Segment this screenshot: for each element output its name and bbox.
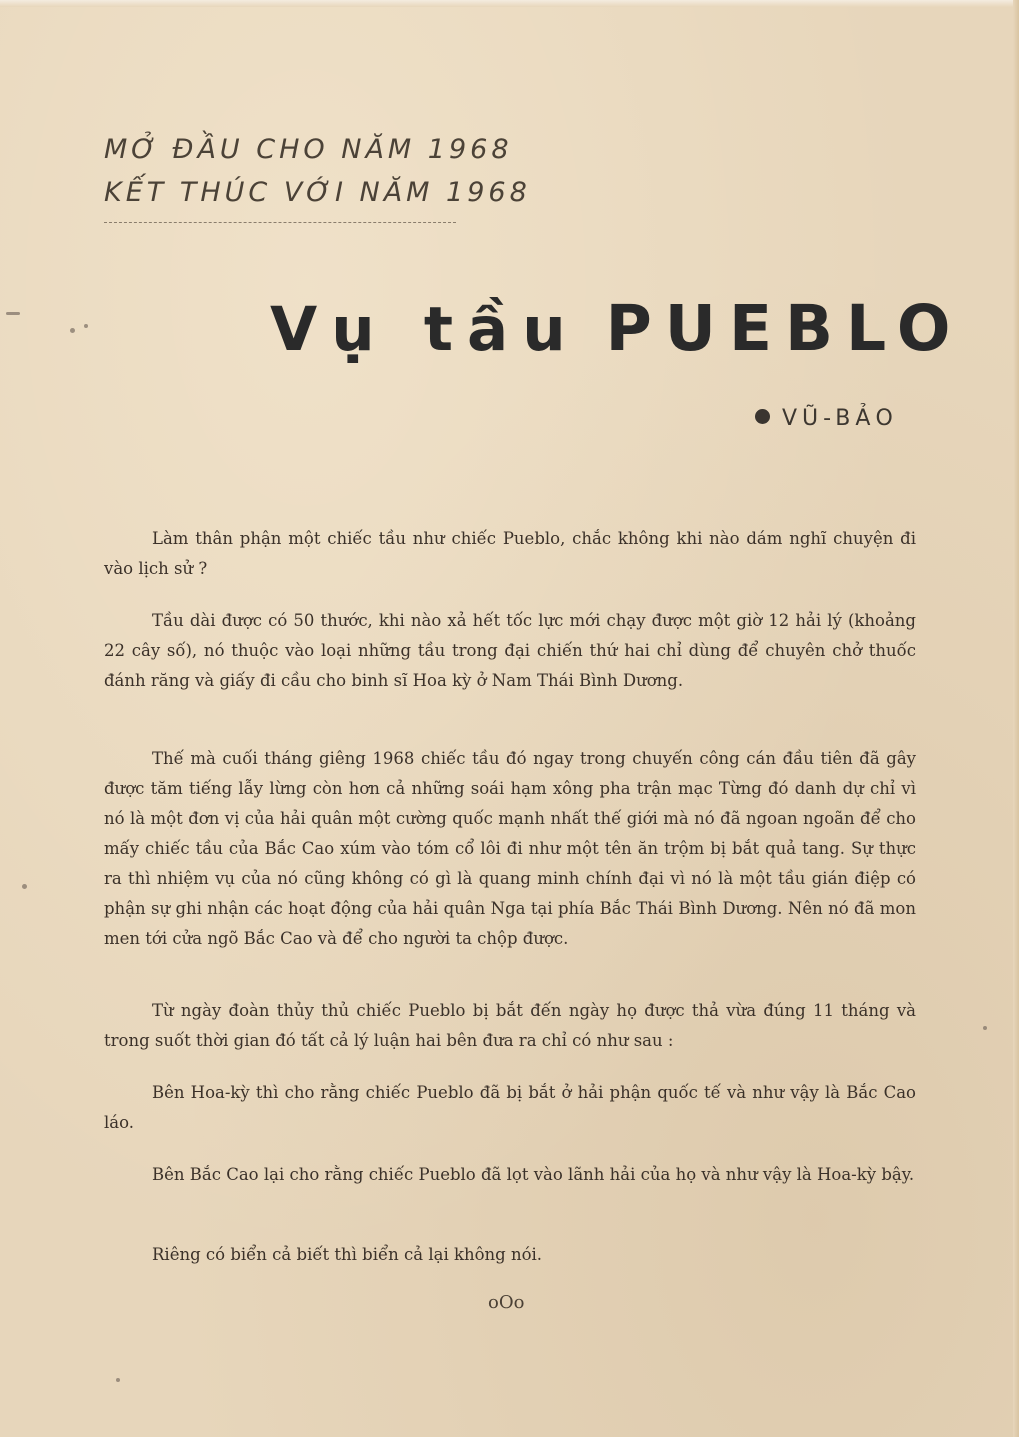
paper-speck (70, 328, 75, 333)
paper-speck (22, 884, 27, 889)
title-part-2: PUEBLO (605, 292, 964, 365)
page-right-edge (1013, 0, 1019, 1437)
paragraph-2: Tầu dài được có 50 thước, khi nào xả hết tốc lực mới chạy được một giờ 12 hải lý (khoảng 22 cây số), nó thuộc vào loại những tầu trong đại chiến thứ hai chỉ dùng để chuyên chở thuốc đánh răng và giấy đi cầu cho binh sĩ Hoa kỳ ở Nam Thái Bình Dương. (104, 611, 916, 690)
bullet-icon (755, 409, 770, 424)
paragraph-7: Riêng có biển cả biết thì biển cả lại không nói. (152, 1245, 543, 1264)
page-top-edge (0, 0, 1019, 7)
paragraph-6: Bên Bắc Cao lại cho rằng chiếc Pueblo đã lọt vào lãnh hải của họ và như vậy là Hoa-kỳ bậy. (152, 1165, 915, 1184)
paragraph-4: Từ ngày đoàn thủy thủ chiếc Pueblo bị bắt đến ngày họ được thả vừa đúng 11 tháng và trong suốt thời gian đó tất cả lý luận hai bên đưa ra chỉ có như sau : (104, 1001, 916, 1050)
kicker-line-2: KẾT THÚC VỚI NĂM 1968 (104, 177, 531, 208)
title-part-1: Vụ tầu (270, 294, 580, 365)
kicker-line-1: MỞ ĐẦU CHO NĂM 1968 (104, 134, 513, 165)
paragraph-1: Làm thân phận một chiếc tầu như chiếc Pueblo, chắc không khi nào dám nghĩ chuyện đi vào lịch sử ? (104, 529, 916, 578)
paragraph-3: Thế mà cuối tháng giêng 1968 chiếc tầu đó ngay trong chuyến công cán đầu tiên đã gây được tăm tiếng lẫy lừng còn hơn cả những soái hạm xông pha trận mạc Từng đó danh dự chỉ vì nó là một đơn vị của hải quân một cường quốc mạnh nhất thế giới mà nó đã ngoan ngoãn để cho mấy chiếc tầu của Bắc Cao xúm vào tóm cổ lôi đi như một tên ăn trộm bị bắt quả tang. Sự thực ra thì nhiệm vụ của nó cũng không có gì là quang minh chính đại vì nó là một tầu gián điệp có phận sự ghi nhận các hoạt động của hải quân Nga tại phía Bắc Thái Bình Dương. Nên nó đã mon men tới cửa ngõ Bắc Cao và để cho người ta chộp được. (104, 749, 916, 948)
paper-speck (983, 1026, 987, 1030)
paper-speck (84, 324, 88, 328)
article-title (270, 292, 963, 365)
paper-speck (116, 1378, 120, 1382)
kicker-divider (104, 222, 456, 223)
paragraph-5: Bên Hoa-kỳ thì cho rằng chiếc Pueblo đã bị bắt ở hải phận quốc tế và như vậy là Bắc Cao láo. (104, 1083, 916, 1132)
end-mark: oOo (488, 1292, 525, 1313)
paper-speck (6, 312, 20, 315)
byline (755, 406, 898, 431)
author-name: VŨ-BẢO (782, 406, 898, 431)
